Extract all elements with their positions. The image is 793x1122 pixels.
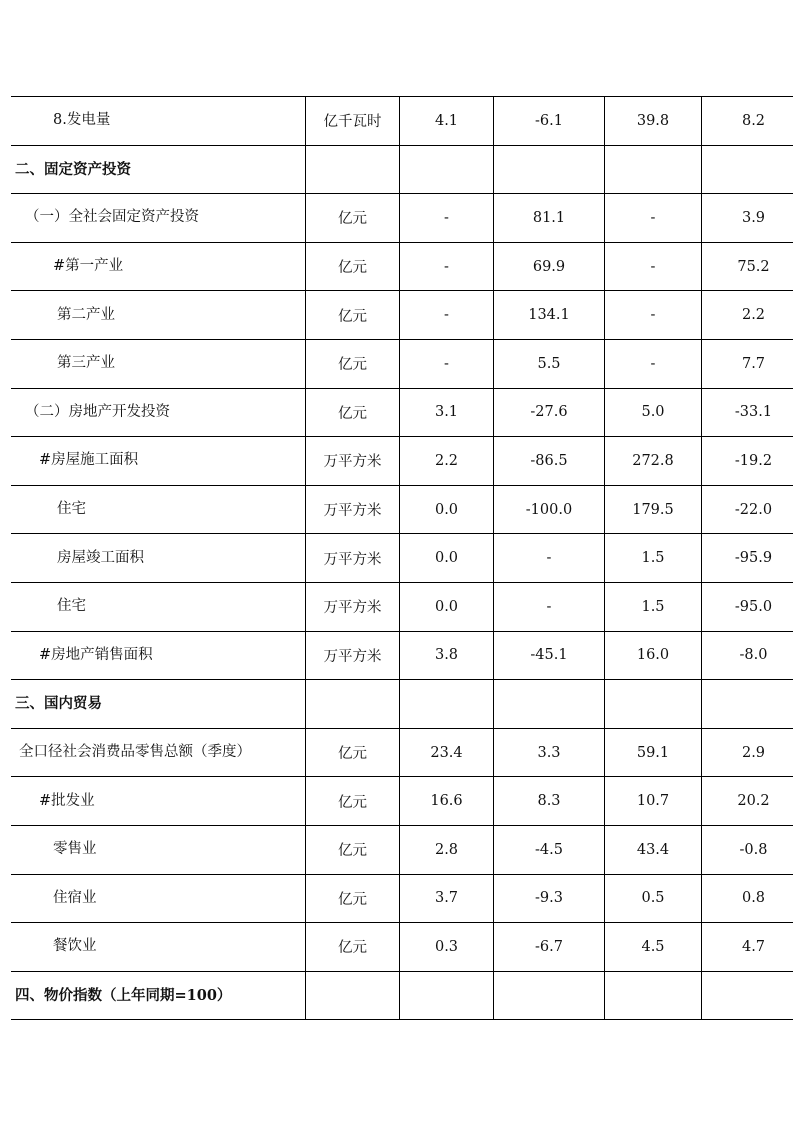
value-cell-3 bbox=[605, 680, 702, 729]
table-row bbox=[11, 485, 793, 534]
unit-cell: 万平方米 bbox=[306, 485, 400, 534]
value-cell-3 bbox=[605, 971, 702, 1020]
value-cell-4: 2.9 bbox=[702, 728, 793, 777]
value-cell-2: 81.1 bbox=[494, 194, 605, 243]
unit-cell: 亿元 bbox=[306, 874, 400, 923]
value-cell-1: 0.3 bbox=[400, 923, 494, 972]
unit-cell: 万平方米 bbox=[306, 437, 400, 486]
table-row bbox=[11, 874, 793, 923]
value-cell-2: -9.3 bbox=[494, 874, 605, 923]
unit-cell: 亿元 bbox=[306, 291, 400, 340]
indicator-name: 住宿业 bbox=[11, 874, 306, 923]
value-cell-2: -86.5 bbox=[494, 437, 605, 486]
value-cell-1: - bbox=[400, 339, 494, 388]
table-row bbox=[11, 97, 793, 146]
indicator-name: 房屋竣工面积 bbox=[11, 534, 306, 583]
value-cell-1: 23.4 bbox=[400, 728, 494, 777]
table-row bbox=[11, 388, 793, 437]
value-cell-4: -19.2 bbox=[702, 437, 793, 486]
value-cell-3: - bbox=[605, 291, 702, 340]
section-row bbox=[11, 145, 793, 194]
table-row bbox=[11, 825, 793, 874]
unit-cell: 亿元 bbox=[306, 825, 400, 874]
indicator-name: #房屋施工面积 bbox=[11, 437, 306, 486]
value-cell-3: 1.5 bbox=[605, 582, 702, 631]
value-cell-2: -4.5 bbox=[494, 825, 605, 874]
indicator-name: （一）全社会固定资产投资 bbox=[11, 194, 306, 243]
value-cell-2 bbox=[494, 971, 605, 1020]
unit-cell: 亿千瓦时 bbox=[306, 97, 400, 146]
value-cell-4 bbox=[702, 680, 793, 729]
value-cell-2: -27.6 bbox=[494, 388, 605, 437]
section-row bbox=[11, 680, 793, 729]
value-cell-4: 75.2 bbox=[702, 242, 793, 291]
value-cell-1 bbox=[400, 145, 494, 194]
value-cell-4: 7.7 bbox=[702, 339, 793, 388]
value-cell-2: 69.9 bbox=[494, 242, 605, 291]
indicator-name: 住宅 bbox=[11, 582, 306, 631]
unit-cell bbox=[306, 971, 400, 1020]
statistics-table bbox=[11, 96, 793, 1020]
value-cell-2 bbox=[494, 680, 605, 729]
value-cell-3: 4.5 bbox=[605, 923, 702, 972]
table-row bbox=[11, 728, 793, 777]
unit-cell: 万平方米 bbox=[306, 582, 400, 631]
unit-cell bbox=[306, 680, 400, 729]
value-cell-3: 1.5 bbox=[605, 534, 702, 583]
indicator-name: （二）房地产开发投资 bbox=[11, 388, 306, 437]
value-cell-3: 16.0 bbox=[605, 631, 702, 680]
unit-cell: 万平方米 bbox=[306, 631, 400, 680]
table-row bbox=[11, 339, 793, 388]
table-row bbox=[11, 582, 793, 631]
value-cell-1: 4.1 bbox=[400, 97, 494, 146]
value-cell-2: 5.5 bbox=[494, 339, 605, 388]
value-cell-3: 43.4 bbox=[605, 825, 702, 874]
unit-cell: 亿元 bbox=[306, 728, 400, 777]
value-cell-4: -0.8 bbox=[702, 825, 793, 874]
indicator-name: 第三产业 bbox=[11, 339, 306, 388]
value-cell-3: - bbox=[605, 242, 702, 291]
value-cell-4: -95.0 bbox=[702, 582, 793, 631]
value-cell-1: 3.7 bbox=[400, 874, 494, 923]
section-heading: 三、国内贸易 bbox=[11, 680, 306, 729]
value-cell-4 bbox=[702, 971, 793, 1020]
value-cell-1: 0.0 bbox=[400, 582, 494, 631]
value-cell-4: 0.8 bbox=[702, 874, 793, 923]
value-cell-4: -22.0 bbox=[702, 485, 793, 534]
table-row bbox=[11, 194, 793, 243]
value-cell-1: 2.2 bbox=[400, 437, 494, 486]
section-row bbox=[11, 971, 793, 1020]
indicator-name: 零售业 bbox=[11, 825, 306, 874]
value-cell-1 bbox=[400, 971, 494, 1020]
indicator-name: 第二产业 bbox=[11, 291, 306, 340]
unit-cell: 亿元 bbox=[306, 777, 400, 826]
value-cell-3: 0.5 bbox=[605, 874, 702, 923]
value-cell-3 bbox=[605, 145, 702, 194]
unit-cell: 万平方米 bbox=[306, 534, 400, 583]
value-cell-3: 5.0 bbox=[605, 388, 702, 437]
indicator-name: 住宅 bbox=[11, 485, 306, 534]
indicator-name: #房地产销售面积 bbox=[11, 631, 306, 680]
value-cell-3: 10.7 bbox=[605, 777, 702, 826]
indicator-name: 8.发电量 bbox=[11, 97, 306, 146]
value-cell-4: -33.1 bbox=[702, 388, 793, 437]
unit-cell: 亿元 bbox=[306, 388, 400, 437]
indicator-name: 全口径社会消费品零售总额（季度） bbox=[11, 728, 306, 777]
value-cell-2: -100.0 bbox=[494, 485, 605, 534]
value-cell-4: 4.7 bbox=[702, 923, 793, 972]
value-cell-4: 2.2 bbox=[702, 291, 793, 340]
value-cell-1: 16.6 bbox=[400, 777, 494, 826]
value-cell-3: - bbox=[605, 339, 702, 388]
section-heading: 二、固定资产投资 bbox=[11, 145, 306, 194]
unit-cell: 亿元 bbox=[306, 242, 400, 291]
table-row bbox=[11, 777, 793, 826]
indicator-name: #第一产业 bbox=[11, 242, 306, 291]
value-cell-2: 8.3 bbox=[494, 777, 605, 826]
value-cell-4 bbox=[702, 145, 793, 194]
value-cell-3: 272.8 bbox=[605, 437, 702, 486]
value-cell-4: 8.2 bbox=[702, 97, 793, 146]
value-cell-1: - bbox=[400, 291, 494, 340]
table-row bbox=[11, 437, 793, 486]
value-cell-1: 3.1 bbox=[400, 388, 494, 437]
value-cell-4: 20.2 bbox=[702, 777, 793, 826]
table-row bbox=[11, 923, 793, 972]
value-cell-2 bbox=[494, 145, 605, 194]
value-cell-1: 3.8 bbox=[400, 631, 494, 680]
value-cell-1: 2.8 bbox=[400, 825, 494, 874]
value-cell-2: - bbox=[494, 534, 605, 583]
value-cell-2: - bbox=[494, 582, 605, 631]
table-row bbox=[11, 291, 793, 340]
value-cell-4: 3.9 bbox=[702, 194, 793, 243]
value-cell-3: - bbox=[605, 194, 702, 243]
indicator-name: 餐饮业 bbox=[11, 923, 306, 972]
value-cell-4: -8.0 bbox=[702, 631, 793, 680]
value-cell-4: -95.9 bbox=[702, 534, 793, 583]
value-cell-2: 134.1 bbox=[494, 291, 605, 340]
table-row bbox=[11, 631, 793, 680]
unit-cell: 亿元 bbox=[306, 194, 400, 243]
indicator-name: #批发业 bbox=[11, 777, 306, 826]
value-cell-3: 39.8 bbox=[605, 97, 702, 146]
value-cell-2: -45.1 bbox=[494, 631, 605, 680]
value-cell-1: - bbox=[400, 242, 494, 291]
value-cell-1 bbox=[400, 680, 494, 729]
value-cell-1: - bbox=[400, 194, 494, 243]
table-row bbox=[11, 534, 793, 583]
value-cell-3: 59.1 bbox=[605, 728, 702, 777]
value-cell-2: 3.3 bbox=[494, 728, 605, 777]
section-heading: 四、物价指数（上年同期=100） bbox=[11, 971, 306, 1020]
value-cell-2: -6.7 bbox=[494, 923, 605, 972]
value-cell-1: 0.0 bbox=[400, 485, 494, 534]
unit-cell: 亿元 bbox=[306, 923, 400, 972]
value-cell-2: -6.1 bbox=[494, 97, 605, 146]
value-cell-3: 179.5 bbox=[605, 485, 702, 534]
unit-cell bbox=[306, 145, 400, 194]
table-row bbox=[11, 242, 793, 291]
value-cell-1: 0.0 bbox=[400, 534, 494, 583]
unit-cell: 亿元 bbox=[306, 339, 400, 388]
